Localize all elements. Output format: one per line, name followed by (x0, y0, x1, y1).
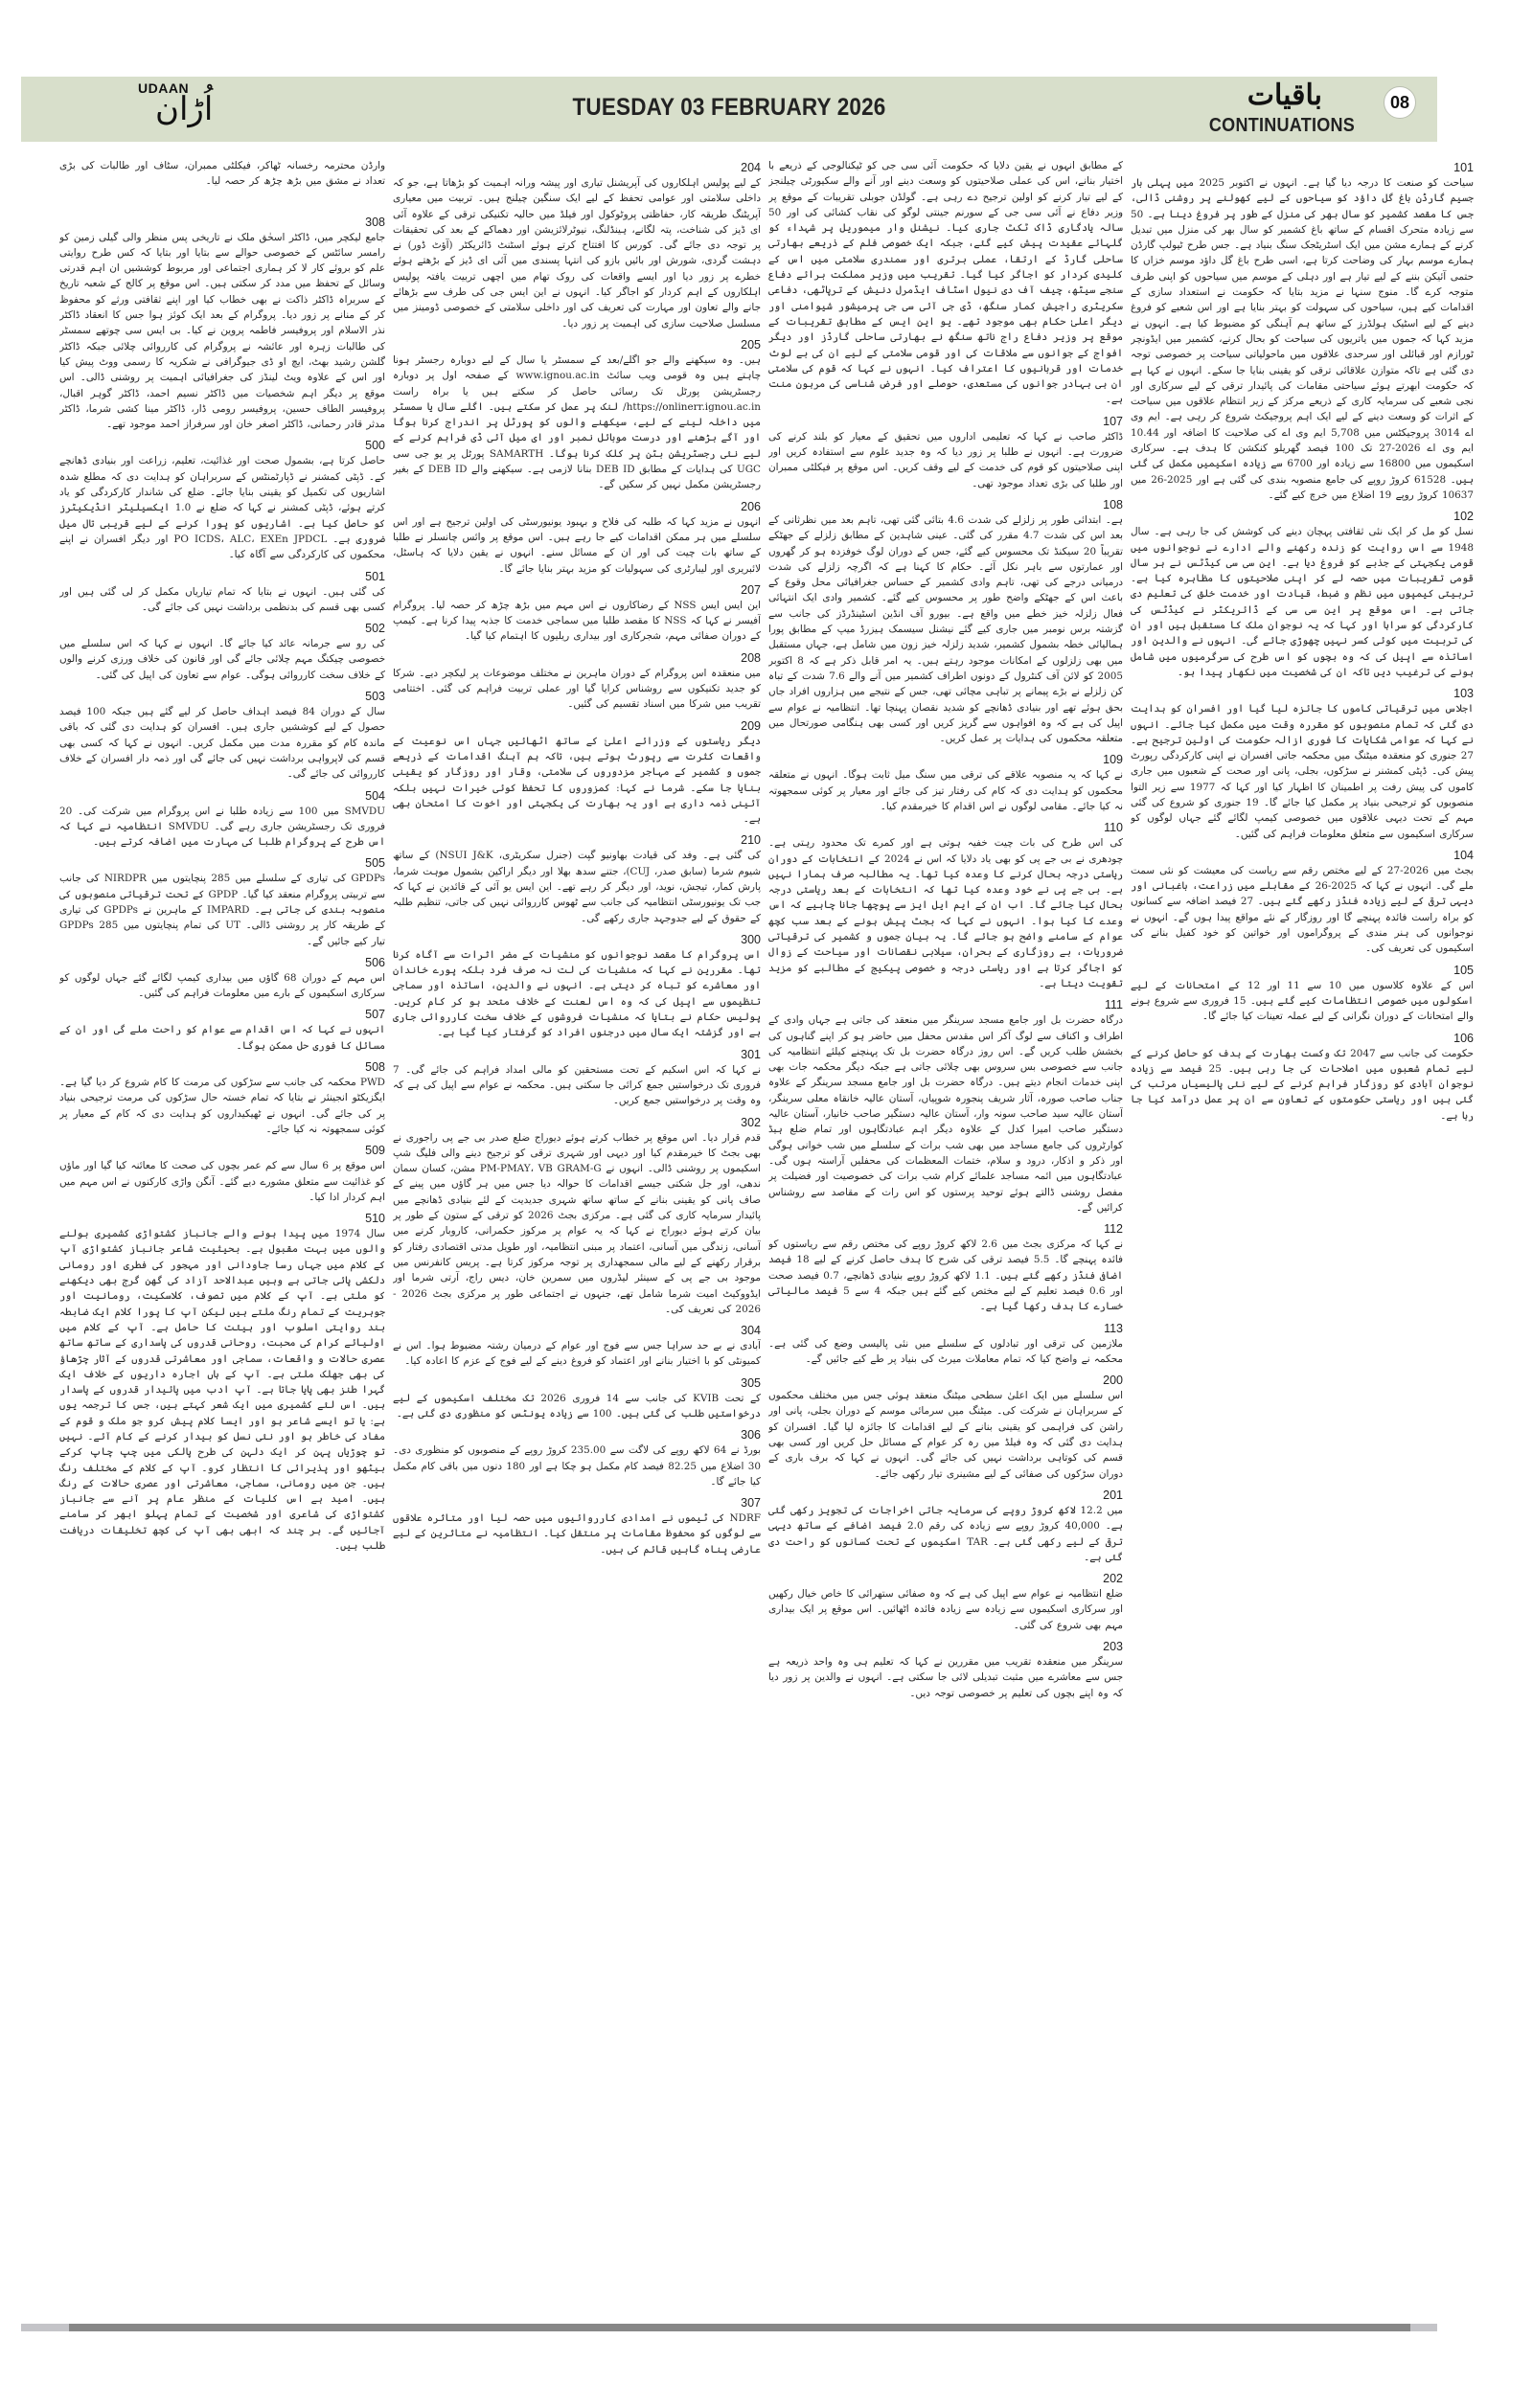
continuation-number: 304 (741, 1324, 761, 1338)
continuation-item (393, 582, 761, 645)
continuation-item (59, 1143, 385, 1205)
continuation-item (768, 752, 1123, 814)
continuation-text: کی گئی ہے۔ وفد کی قیادت بھاونیو گپت (جنرل سکریٹری، NSUI J&K) کے ساتھ شیوم شرما (سابق صدر، CUJ)، جتنے سدھ بھلا اور دیگر اراکین بشمول موہت شرما، پارش کمار، تیجش، نوید، اور دیگر کر رہے تھے۔ این ایس یو آئی کے قائدین نے کہا کہ جب تک یونیورسٹی انتظامیہ کی جانب سے ٹھوس کارروائی نہیں کی جاتی، تنظیم طلبہ کے حقوق کے لیے جدوجہد جاری رکھے گی۔ (393, 850, 761, 924)
continuation-text: نے کہا کہ مرکزی بجٹ میں 2.6 لاکھ کروڑ روپے کی مختص رقم سے ریاستوں کو فائدہ پہنچے گا۔ 5.5 فیصد ترقی کی شرح کا ہدف حاصل کرنے کے لیے 18 فیصد اضافی فنڈز رکھے گئے ہیں۔ 1.1 لاکھ کروڑ روپے بنیادی ڈھانچے، 0.7 فیصد صحت اور 0.6 فیصد تعلیم کے لیے مختص کیے گئے ہیں جبکہ 4 سے 5 فیصد مالیاتی خسارے کا ہدف رکھا گیا ہے۔ (768, 1238, 1123, 1313)
continuation-item (59, 438, 385, 562)
continuation-number: 103 (1453, 687, 1474, 701)
continuation-text: میں 12.2 لاکھ کروڑ روپے کی سرمایہ جاتی اخراجات کی تجویز رکھی گئی ہے۔ 40,000 کروڑ روپے سے زیادہ کی رقم 2.0 فیصد اضافے کے ساتھ دیہی ترقی کے لیے رکھی گئی ہے۔ TAR اسکیموں کے تحت کسانوں کو راحت دی گئی ہے۔ (768, 1504, 1123, 1563)
continuation-item (59, 621, 385, 683)
continuation-text: نسل کو مل کر ایک نئی ثقافتی پہچان دینے کی کوشش کی جا رہی ہے۔ سال 1948 سے اس روایت کو زندہ رکھنے والے ادارے نے نوجوانوں میں قومی یکجہتی کے جذبے کو فروغ دیا ہے۔ این سی سی کیڈٹس نے ہر سال قومی تقریبات میں حصہ لے کر اپنی صلاحیتوں کا مظاہرہ کیا ہے۔ تربیتی کیمپوں میں نظم و ضبط، قیادت اور خدمت خلق کی تعلیم دی جاتی ہے۔ اس موقع پر این سی سی کے ڈائریکٹر نے کیڈٹس کی کارکردگی کو سراہا اور کہا کہ یہ نوجوان ملک کا مستقبل ہیں اور ان کی تربیت میں کوئی کسر نہیں چھوڑی جائے گی۔ انہوں نے والدین اور اساتذہ سے اپیل کی کہ وہ بچوں کو اس طرح کی سرگرمیوں میں شامل ہونے کی ترغیب دیں تاکہ ان کی شخصیت میں نکھار پیدا ہو۔ (1131, 526, 1474, 678)
continuation-number: 205 (741, 337, 761, 352)
continuation-item (393, 832, 761, 925)
continuation-text: کے لیے پولیس اہلکاروں کی آپریشنل تیاری اور پیشہ ورانہ اہمیت کو بڑھاتا ہے، جو کہ داخلی سلامتی اور عوامی تحفظ کے لیے ایک سنگین چیلنج ہیں۔ تربیت میں معیاری آپریٹنگ طریقہ کار، حفاظتی پروٹوکول اور فیلڈ میں حالیہ تکنیکی ترقی کے علاوہ آئی ای ڈیز کی شناخت، پتہ لگانے، ہینڈلنگ، نیوٹرلائزیشن اور دھماکے کے بعد کی تحقیقات پر توجہ دی جائے گی۔ کورس کا افتتاح کرتے ہوئے اسٹنٹ ڈائریکٹر (آؤٹ ڈور) نے دہشت گردی، شورش اور بائیں بازو کی انتہا پسندی میں آئی ای ڈیز کے بڑھتے ہوئے خطرے پر زور دیا اور ایسے واقعات کی روک تھام میں اچھی تربیت یافتہ پولیس اہلکاروں کے اہم کردار کو اجاگر کیا۔ انہوں نے این ایس جی کی طرف سے بڑھائے جانے والے تعاون اور مہارت کی تعریف کی اور داخلی سلامتی کے خصوصی ڈومینز میں مسلسل صلاحیت سازی کی اہمیت پر زور دیا۔ (393, 177, 761, 329)
column-1 (1131, 158, 1474, 2294)
continuation-item (393, 1115, 761, 1318)
continuation-number: 104 (1453, 848, 1474, 862)
continuation-number: 206 (741, 499, 761, 513)
continuation-text: GPDPs کی تیاری کے سلسلے میں 285 پنچایتوں میں NIRDPR کی جانب سے تربیتی پروگرام منعقد کیا گیا۔ GPDP کے تحت ترقیاتی منصوبوں کی منصوبہ بندی کی جاتی ہے۔ IMPARD کے ماہرین نے GPDPs کی تیاری کے طریقہ کار پر روشنی ڈالی۔ UT کی تمام پنچایتوں میں 285 GPDPs تیار کیے جائیں گے۔ (59, 873, 385, 947)
continuation-number: 505 (365, 856, 385, 871)
continuation-item (59, 569, 385, 616)
continuation-item (59, 955, 385, 1002)
continuation-text: این ایس ایس NSS کے رضاکاروں نے اس مہم میں بڑھ چڑھ کر حصہ لیا۔ پروگرام آفیسر نے کہا کہ NSS کا مقصد طلبا میں سماجی خدمت کا جذبہ پیدا کرنا ہے۔ کیمپ کے دوران صفائی مہم، شجرکاری اور بیداری ریلیوں کا اہتمام کیا گیا۔ (393, 599, 761, 643)
section-title-english: CONTINUATIONS (1208, 115, 1355, 136)
continuation-item (1131, 848, 1474, 957)
continuation-number: 201 (1103, 1488, 1123, 1502)
continuation-text: بورڈ نے 64 لاکھ روپے کی لاگت سے 235.00 کروڑ روپے کے منصوبوں کو منظوری دی۔ 30 اضلاع میں 82.25 فیصد کام مکمل ہو چکا ہے اور 180 دنوں میں باقی کام مکمل کیا جائے گا۔ (393, 1444, 761, 1488)
section-title-urdu: باقیات (1247, 79, 1322, 112)
continuation-number: 500 (365, 439, 385, 453)
column-3 (393, 158, 761, 2294)
continuation-text: ملازمین کی ترقی اور تبادلوں کے سلسلے میں نئی پالیسی وضع کی گئی ہے۔ محکمہ نے واضح کیا کہ تمام معاملات میرٹ کی بنیاد پر طے کیے جائیں گے۔ (768, 1337, 1123, 1365)
continuation-number: 504 (365, 788, 385, 803)
continuation-text: SMVDU میں 100 سے زیادہ طلبا نے اس پروگرام میں شرکت کی۔ 20 فروری تک رجسٹریشن جاری رہے گی۔ SMVDU انتظامیہ نے کہا کہ اس طرح کے پروگرام طلبا کی مہارت میں اضافہ کرتے ہیں۔ (59, 805, 385, 849)
continuation-text: ضلع انتظامیہ نے عوام سے اپیل کی ہے کہ وہ صفائی ستھرائی کا خاص خیال رکھیں اور سرکاری اسکیموں سے زیادہ سے زیادہ فائدہ اٹھائیں۔ اس موقع پر ایک بیداری مہم بھی شروع کی گئی۔ (768, 1588, 1123, 1631)
continuation-text: کے تحت KVIB کی جانب سے 14 فروری 2026 تک مختلف اسکیموں کے لیے درخواستیں طلب کی گئی ہیں۔ 100 سے زیادہ یونٹس کو منظوری دی گئی ہے۔ (393, 1392, 761, 1420)
continuation-number: 503 (365, 690, 385, 704)
continuation-item (768, 1488, 1123, 1565)
continuation-item (59, 1059, 385, 1137)
continuation-item (393, 1047, 761, 1109)
masthead (21, 77, 1437, 142)
column-4 (59, 158, 385, 2294)
continuation-number: 113 (1104, 1321, 1123, 1335)
continuation-text: نے کہا کہ اس اسکیم کے تحت مستحقین کو مالی امداد فراہم کی جائے گی۔ 7 فروری تک درخواستیں جمع کرائی جا سکتی ہیں۔ محکمہ نے عوام سے اپیل کی ہے کہ وہ وقت پر درخواستیں جمع کریں۔ (393, 1063, 761, 1107)
continuation-number: 306 (741, 1428, 761, 1443)
continuation-number: 202 (1103, 1572, 1123, 1586)
continuation-text: کی رو سے جرمانہ عائد کیا جائے گا۔ انہوں نے کہا کہ اس سلسلے میں خصوصی چیکنگ مہم چلائی جائے گی اور قانون کی خلاف ورزی کرنے والوں کے خلاف سخت کارروائی ہوگی۔ عوام سے تعاون کی اپیل کی گئی۔ (59, 638, 385, 681)
continuation-number: 111 (1104, 998, 1123, 1012)
continuation-number: 507 (365, 1008, 385, 1022)
continuation-text: آبادی نے بے حد سراہا جس سے فوج اور عوام کے درمیان رشتہ مضبوط ہوا۔ اس نے کمیونٹی کو با اختیار بنانے اور اعتماد کو فروغ دینے کے لیے فوج کے عزم کا اعادہ کیا۔ (393, 1340, 761, 1368)
continuation-number: 506 (365, 955, 385, 969)
continuation-text: اجلاس میں ترقیاتی کاموں کا جائزہ لیا گیا اور افسران کو ہدایت دی گئی کہ تمام منصوبوں کو مقررہ وقت میں مکمل کیا جائے۔ انہوں نے کہا کہ عوامی شکایات کا فوری ازالہ حکومت کی اولین ترجیح ہے۔ 27 جنوری کو منعقدہ میٹنگ میں محکمہ جاتی افسران نے اپنی کارکردگی رپورٹ پیش کی۔ ڈپٹی کمشنر نے سڑکوں، بجلی، پانی اور صحت کے شعبوں میں جاری کاموں کی پیش رفت پر اطمینان کا اظہار کیا اور کہا کہ 1977 سے زیر التوا منصوبوں کو ترجیحی بنیاد پر مکمل کیا جائے گا۔ 19 جنوری کو شروع کی گئی مہم کے تحت دیہی علاقوں میں خصوصی کیمپ لگائے گئے جہاں لوگوں کو سرکاری اسکیموں سے متعلق معلومات فراہم کی گئیں۔ (1131, 703, 1474, 840)
continuation-text: اس پروگرام کا مقصد نوجوانوں کو منشیات کے مضر اثرات سے آگاہ کرنا تھا۔ مقررین نے کہا کہ منشیات کی لت نہ صرف فرد بلکہ پورے خاندان اور معاشرے کو تباہ کر دیتی ہے۔ انہوں نے والدین، اساتذہ اور سماجی تنظیموں سے اپیل کی کہ وہ اس لعنت کے خلاف متحد ہو کر کام کریں۔ پولیس حکام نے بتایا کہ منشیات فروشوں کے خلاف سخت کارروائی جاری ہے اور گزشتہ ایک سال میں درجنوں افراد کو گرفتار کیا گیا ہے۔ (393, 948, 761, 1039)
continuation-text: سرینگر میں منعقدہ تقریب میں مقررین نے کہا کہ تعلیم ہی وہ واحد ذریعہ ہے جس سے معاشرے میں مثبت تبدیلی لائی جا سکتی ہے۔ انہوں نے والدین پر زور دیا کہ وہ اپنے بچوں کی تعلیم پر خصوصی توجہ دیں۔ (768, 1656, 1123, 1699)
article-columns (59, 158, 1474, 2294)
continuation-text: انہوں نے مزید کہا کہ طلبہ کی فلاح و بہبود یونیورسٹی کی اولین ترجیح ہے اور اس سلسلے میں ہر ممکن اقدامات کیے جا رہے ہیں۔ اس موقع پر وائس چانسلر نے طلبا کے ساتھ بات چیت کی اور ان کے مسائل سنے۔ انہوں نے یقین دلایا کہ ہاسٹل، لائبریری اور لیبارٹری کی سہولیات کو مزید بہتر بنایا جائے گا۔ (393, 515, 761, 575)
continuation-item (1131, 963, 1474, 1025)
continuation-text: سیاحت کو صنعت کا درجہ دیا گیا ہے۔ انہوں نے اکتوبر 2025 میں پہلی بار جسیم گارڈن باغ گل داؤد کو سیاحوں کے لیے کھولنے پر روشنی ڈالی، جس کا مقصد کشمیر کو سال بھر کی منزل کے طور پر فروغ دینا ہے۔ 50 سے زیادہ متحرک اقسام کے ساتھ باغ کشمیر کو سال بھر کی منزل میں تبدیل کرنے کے ہمارے مشن میں ایک اسٹریٹجک سنگ بنیاد ہے۔ جس طرح ٹیولپ گارڈن ہمارے موسم بہار کی وضاحت کرتا ہے، اسی طرح باغ گل داؤد موسم خزاں کا حتمی آئیکن بننے کے لیے تیار ہے اور دہلی کے موسم میں سیاحوں کو اپنی طرف متوجہ کرے گا۔ منوج سنہا نے مزید بتایا کہ حکومت نے استعداد سازی کے اقدامات کیے ہیں، سیاحوں کی سہولت کو بہتر بنایا ہے اور اس شعبے کو فروغ دینے کے لیے اسٹیک ہولڈرز کے ساتھ ہم آہنگی کو مضبوط کیا ہے۔ انہوں نے مزید کہا کہ جموں میں یاتریوں کی سیاحت کو بحال کرنے، کشمیر میں ایڈونچر ٹورازم اور قبائلی اور سرحدی علاقوں میں ماحولیاتی سیاحت پر خصوصی توجہ دی گئی ہے تاکہ متوازن علاقائی ترقی کو یقینی بنایا جا سکے۔ انہوں نے کہا ہے کہ حکومت ابھرتے ہوئے سیاحتی مقامات کی پائیدار ترقی کے لیے سرکاری اور نجی شعبے کی سرمایہ کاری کے ذریعے مرکز کے زیر انتظام علاقوں میں سیاحت کے اثرات کو وسعت دینے کے لیے ایک اہم پروجیکٹ شروع کر رہی ہے۔ ایم وی اے 3014 پروجیکٹس میں 5,708 ایم وی اے کی صلاحیت کا اضافہ اور 10.44 ایم وی اے 2026-27 تک 100 فیصد گھریلو کنکشن کا ہدف ہے۔ سرکاری اسکیموں میں 16800 سے زیادہ اور 6700 سے زیادہ اسکیمیں مکمل کی گئی ہیں۔ 61528 کروڑ روپے کی جامع منصوبہ بندی کی گئی ہے اور 2025-26 میں 10637 کروڑ روپے 19 اضلاع میں خرچ کیے گئے۔ (1131, 177, 1474, 501)
continuation-number: 207 (741, 582, 761, 597)
continuation-item (768, 820, 1123, 991)
continuation-item (393, 650, 761, 713)
continuation-text: جامع لیکچر میں، ڈاکٹر اسحٰق ملک نے تاریخی پس منظر والی گیلی زمین کو رامسر سائٹس کے خصوصی حوالے سے بتایا اور بتایا کہ کس طرح روایتی علم کو بروئے کار لا کر ہماری اجتماعی اور مربوط کوششیں ان اہم قدرتی وسائل کے تحفظ میں مدد کر سکتی ہیں۔ اس موقع پر کالج کے شعبہ تاریخ کے سربراہ ڈاکٹر ذاکت نے بھی خطاب کیا اور اپنے ثقافتی ورثے کو محفوظ کر کے منانے پر زور دیا۔ پروگرام کے بعد ایک کوئز ہوا جس کا انعقاد ڈاکٹر نذر الاسلام اور پروفیسر فاطمہ پروین نے کیا۔ بی ایس سی چوتھے سمسٹر کی طالبات زہرہ اور عائشہ نے پروگرام کی کارروائی چلائی جبکہ ڈاکٹر گلشن رشید بھٹ، ایچ او ڈی جیوگرافی نے شکریہ کا رسمی ووٹ پیش کیا اور اس کے علاوہ ویٹ لینڈز کی جغرافیائی اہمیت پر روشنی ڈالی۔ اس موقع پر دیگر اہم شخصیات میں ڈاکٹر نسیم احمد، ڈاکٹر گوہر اقبال، پروفیسر الطاف حسین، پروفیسر رومی ڈار، ڈاکٹر مینا کشی شرما، ڈاکٹر مدثر قادر رحمانی، ڈاکٹر اصغر خان اور سرفراز احمد موجود تھے۔ (59, 231, 385, 431)
continuation-item (393, 337, 761, 493)
continuation-number: 510 (365, 1212, 385, 1226)
brand-name-urdu: اُڑان (155, 90, 214, 128)
continuation-text: سال کے دوران 84 فیصد اہداف حاصل کر لیے گئے ہیں جبکہ 100 فیصد حصول کے لیے کوششیں جاری ہیں۔ افسران کو ہدایت دی گئی کہ باقی ماندہ کام کو مقررہ مدت میں مکمل کریں۔ انہوں نے کہا کہ کسی بھی قسم کی لاپرواہی برداشت نہیں کی جائے گی اور ذمہ دار افسران کے خلاف کارروائی کی جائے گی۔ (59, 706, 385, 781)
issue-date: TUESDAY 03 FEBRUARY 2026 (572, 94, 886, 121)
continuation-item (393, 1375, 761, 1422)
continuation-item (768, 158, 1123, 408)
continuation-item (393, 718, 761, 828)
continuation-text: دیگر ریاستوں کے وزرائے اعلیٰ کے ساتھ اٹھائیں جہاں اس نوعیت کے واقعات کثرت سے رپورٹ ہوتے ہیں، تاکہ ہم آہنگ اقدامات کے ذریعے جموں و کشمیر کے مہاجر مزدوروں کی سلامتی، وقار اور روزگار کو یقینی بنایا جا سکے۔ شرما نے کہا: کمزوروں کا تحفظ کوئی خیرات نہیں بلکہ آئینی ذمہ داری ہے اور یہ بھارت کی یکجہتی اور اخوت کا امتحان بھی ہے۔ (393, 735, 761, 826)
continuation-text: کی اس طرح کی بات چیت خفیہ ہوتی ہے اور کمرے تک محدود رہتی ہے۔ چودھری نے بی جے پی کو بھی یاد دلایا کہ اس نے 2024 کے انتخابات کے دوران ریاستی درجہ بحال کرنے کا وعدہ کیا تھا۔ یہ مطالبہ صرف ہمارا نہیں ہے۔ بی جے پی نے خود وعدہ کیا تھا کہ انتخابات کے بعد ریاستی درجہ بحال کیا جائے گا۔ اب ان کے ایم ایل ایز سے پوچھا جانا چاہیے کہ اس وعدے کا کیا ہوا۔ انہوں نے کہا کہ بجٹ پیش ہونے کے بعد سب کچھ عوام کے سامنے واضح ہو جائے گا۔ یہ بیان جموں و کشمیر کی ترقیاتی ضروریات، بے روزگاری کے بحران، سیلابی نقصانات اور سیاحت کے زوال کو اجاگر کرتا ہے اور ریاستی درجہ و خصوصی پیکیج کے مطالبے کو مزید تقویت دیتا ہے۔ (768, 837, 1123, 989)
continuation-number: 508 (365, 1060, 385, 1075)
continuation-text: ڈاکٹر صاحب نے کہا کہ تعلیمی اداروں میں تحقیق کے معیار کو بلند کرنے کی ضرورت ہے۔ انہوں نے طلبا پر زور دیا کہ وہ جدید علوم سے استفادہ کریں اور اپنی صلاحیتوں کو قوم کی خدمت کے لیے وقف کریں۔ اس موقع پر فیکلٹی ممبران اور طلبا کی بڑی تعداد موجود تھی۔ (768, 430, 1123, 489)
continuation-item (393, 1323, 761, 1370)
continuation-text: PWD محکمہ کی جانب سے سڑکوں کی مرمت کا کام شروع کر دیا گیا ہے۔ ایگزیکٹو انجینئر نے بتایا کہ تمام خستہ حال سڑکوں کی مرمت ترجیحی بنیاد پر کی جائے گی۔ انہوں نے ٹھیکیداروں کو ہدایت دی کہ کام کے معیار پر کوئی سمجھوتہ نہ کیا جائے۔ (59, 1077, 385, 1135)
continuation-number: 106 (1453, 1031, 1474, 1045)
continuation-number: 102 (1453, 510, 1474, 524)
continuation-text: میں منعقدہ اس پروگرام کے دوران ماہرین نے مختلف موضوعات پر لیکچر دیے۔ شرکا کو جدید تکنیکوں سے روشناس کرایا گیا اور عملی تربیت فراہم کی گئی۔ اختتامی تقریب میں شرکا میں اسناد تقسیم کی گئیں۔ (393, 667, 761, 711)
continuation-number: 501 (365, 569, 385, 583)
continuation-text: اس مہم کے دوران 68 گاؤں میں بیداری کیمپ لگائے گئے جہاں لوگوں کو سرکاری اسکیموں کے بارے میں معلومات فراہم کی گئیں۔ (59, 971, 385, 1000)
continuation-item (393, 1495, 761, 1557)
continuation-text: حاصل کرتا ہے، بشمول صحت اور غذائیت، تعلیم، زراعت اور بنیادی ڈھانچے کے۔ ڈپٹی کمشنر نے ڈپارٹمنٹس کے سربراہان کو ہدایت دی کہ مطلع شدہ اشاریوں کی تکمیل کو یقینی بنایا جائے۔ ضلع کی شاندار کارکردگی کو یاد کرتے ہوئے، ڈپٹی کمشنر نے کہا کہ ضلع نے 1.0 ایکسیلیٹر انڈیکیٹرز کو حاصل کیا ہے۔ اشاریوں کو پورا کرنے کے لیے قریبی تال میل ضروری ہے۔ PO ICDS، ALC، EXEn JPDCL اور دیگر افسران نے اپنے محکموں کی کارکردگی سے آگاہ کیا۔ (59, 455, 385, 561)
continuation-item (768, 1221, 1123, 1314)
continuation-item (768, 1639, 1123, 1701)
continuation-text: درگاہ حضرت بل اور جامع مسجد سرینگر میں منعقد کی جاتی ہے جہاں وادی کے اطراف و اکناف سے لوگ آکر اس مقدس محفل میں حاضر ہو کر اپنے گناہوں کی بخشش طلب کریں گے۔ اس روز درگاہ حضرت بل تک پہنچنے کیلئے انتظامیہ کی جانب سے خصوصی بس سروس بھی چلائی جاتی ہے جبکہ دیگر محکمہ جات بھی اپنی خدمات انجام دیتے ہیں۔ درگاہ حضرت بل اور جامع مسجد سرینگر کے علاوہ جناب صاحب صورہ، آثار شریف پنجورہ شوپیاں، آستان عالیہ خانقاہ معلی سرینگر، آستان عالیہ سید صاحب سونہ وار، آستان عالیہ دستگیر صاحب خانیار، آستان عالیہ دستگیر صاحب امیرا کدل کے علاوہ دیگر اہم عبادتگاہوں اور تمام ضلع ہیڈ کوارٹروں کی جامع مساجد میں بھی شب برات کے سلسلے میں شب خوانی ہوگی اور ذکر و اذکار، درود و سلام، ختمات المعظمات کی محفلیں آراستہ ہوں گی۔ عبادتگاہوں میں ائمہ مساجد علمائے کرام شب برات کی خصوصیت اور فضیلت پر مفصل روشنی ڈالتے ہوئے توحید پرستوں کو اس رات کے مقاصد سے روشناس کرائیں گے۔ (768, 1014, 1123, 1214)
continuation-item (393, 160, 761, 331)
footer-rule-inner (69, 2324, 1410, 2331)
continuation-number: 109 (1103, 753, 1123, 767)
continuation-number: 107 (1103, 414, 1123, 428)
continuation-number: 112 (1104, 1222, 1123, 1237)
continuation-text: ہے۔ ابتدائی طور پر زلزلے کی شدت 4.6 بتائی گئی تھی، تاہم بعد میں نظرثانی کے بعد اس کی شدت 4.7 مقرر کی گئی۔ عینی شاہدین کے مطابق زلزلے کے جھٹکے تقریباً 20 سیکنڈ تک محسوس کیے گئے، جس کے دوران لوگ خوفزدہ ہو کر گھروں اور عمارتوں سے باہر نکل آئے۔ حکام کا کہنا ہے کہ اگرچہ زلزلے کی شدت درمیانی درجے کی تھی، تاہم وادی کشمیر کے حساس جغرافیائی محل وقوع کے باعث اس کے جھٹکے واضح طور پر محسوس کیے گئے۔ کشمیر وادی ایک انتہائی فعال زلزلہ خیز خطے میں واقع ہے۔ بیورو آف انڈین اسٹینڈرڈز کی جانب سے گزشتہ برس نومبر میں جاری کیے گئے نیشنل سیسمک ہیزرڈ میپ کے مطابق پورا ہمالیائی خطہ بشمول کشمیر، شدید زلزلہ خیز زون میں شامل ہے، جہاں مستقبل میں بھی زلزلوں کے امکانات موجود رہتے ہیں۔ یہ امر قابل ذکر ہے کہ 8 اکتوبر 2005 کو لائن آف کنٹرول کے دونوں اطراف کشمیر میں آنے والے 7.6 شدت کے تباہ کن زلزلے نے بڑے پیمانے پر تباہی مچائی تھی، جس کے نتیجے میں ہزاروں افراد جاں بحق ہوئے تھے اور بنیادی ڈھانچے کو شدید نقصان پہنچا تھا۔ انتظامیہ نے عوام سے اپیل کی ہے کہ وہ افواہوں سے گریز کریں اور کسی بھی ہنگامی صورتحال میں متعلقہ محکموں کی ہدایات پر عمل کریں۔ (768, 513, 1123, 745)
continuation-item (59, 1211, 385, 1554)
continuation-item (768, 1373, 1123, 1482)
brand-name-english: UDAAN (138, 80, 190, 96)
continuation-text: NDRF کی ٹیموں نے امدادی کارروائیوں میں حصہ لیا اور متاثرہ علاقوں سے لوگوں کو محفوظ مقامات پر منتقل کیا۔ انتظامیہ نے متاثرین کے لیے عارضی پناہ گاہیں قائم کی ہیں۔ (393, 1512, 761, 1556)
continuation-item (59, 1007, 385, 1054)
continuation-item (1131, 686, 1474, 842)
column-2 (768, 158, 1123, 2294)
continuation-text: وارڈن محترمہ رخسانہ ٹھاکر، فیکلٹی ممبران، سٹاف اور طالبات کی بڑی تعداد نے مشق میں بڑھ چڑھ کر حصہ لیا۔ (59, 160, 385, 188)
continuation-number: 203 (1103, 1640, 1123, 1654)
continuation-text: انہوں نے کہا کہ اس اقدام سے عوام کو راحت ملے گی اور ان کے مسائل کا فوری حل ممکن ہوگا۔ (59, 1024, 385, 1052)
continuation-item (393, 499, 761, 577)
continuation-text: کی گئی ہیں۔ انہوں نے بتایا کہ تمام تیاریاں مکمل کر لی گئی ہیں اور کسی بھی قسم کی بدنظمی برداشت نہیں کی جائے گی۔ (59, 585, 385, 613)
continuation-text: نے کہا کہ یہ منصوبہ علاقے کی ترقی میں سنگ میل ثابت ہوگا۔ انہوں نے متعلقہ محکموں کو ہدایت دی کہ کام کی رفتار تیز کی جائے اور معیار پر کوئی سمجھوتہ نہ کیا جائے۔ مقامی لوگوں نے اس اقدام کا خیرمقدم کیا۔ (768, 769, 1123, 812)
continuation-number: 101 (1453, 161, 1474, 174)
continuation-text: کے مطابق انہوں نے یقین دلایا کہ حکومت آئی سی جی کو ٹیکنالوجی کے ذریعے با اختیار بنانے، اس کی عملی صلاحیتوں کو وسعت دینے اور آنے والے سکیورٹی چیلنجز کے لیے تیار کرنے کو اولین ترجیح دے رہی ہے۔ گولڈن جوبلی تقریبات کے موقع پر وزیر دفاع نے آئی سی جی کے سورنم جینتی لوگو کی نقاب کشائی کی اور 50 سالہ یادگاری ڈاک ٹکٹ جاری کیا۔ نیشنل وار میموریل پر شہداء کو گلہائے عقیدت پیش کیے گئے، جبکہ ایک خصوصی فلم کے ذریعے بھارتی ساحلی گارڈ کے ارتقا، عملی برتری اور سمندری سلامتی میں اس کے کلیدی کردار کو اجاگر کیا گیا۔ تقریب میں وزیر مملکت برائے دفاع سنجے سیٹھ، چیف آف دی نیول اسٹاف ایڈمرل دنیش کے ترپاٹھی، دفاعی سکریٹری راجیش کمار سنگھ، ڈی جی آئی سی جی پرمیشور شیوامنی اور دیگر اعلیٰ حکام بھی موجود تھے۔ یو این ایس کے مطابق تقریبات کے موقع پر وزیر دفاع راج ناتھ سنگھ نے بھارتی ساحلی گارڈز اور دیگر افواج کے جوانوں سے ملاقات کی اور قومی سلامتی کے لیے ان کی بے لوث خدمات اور قربانیوں کا اعتراف کیا۔ انہوں نے کہا کہ قوم کی سلامتی ان ہی بہادر جوانوں کی مستعدی، حوصلے اور فرض شناسی کی مرہون منت ہے۔ (768, 160, 1123, 406)
continuation-item (393, 932, 761, 1041)
footer-rule (21, 2324, 1437, 2331)
continuation-number: 300 (741, 932, 761, 946)
continuation-text: اس کے علاوہ کلاسوں میں 10 سے 11 اور 12 کے امتحانات کے لیے اسکولوں میں خصوصی انتظامات کیے گئے ہیں۔ 15 فروری سے شروع ہونے والے امتحانات کے دوران نگرانی کے لیے عملہ تعینات کیا جائے گا۔ (1131, 979, 1474, 1023)
continuation-number: 208 (741, 650, 761, 665)
continuation-item (768, 1321, 1123, 1368)
continuation-item (59, 788, 385, 851)
continuation-number: 301 (741, 1047, 761, 1061)
continuation-item (768, 997, 1123, 1215)
continuation-number: 210 (741, 833, 761, 848)
continuation-number: 209 (741, 718, 761, 733)
continuation-text: اس موقع پر 6 سال سے کم عمر بچوں کی صحت کا معائنہ کیا گیا اور ماؤں کو غذائیت سے متعلق مشورے دیے گئے۔ آنگن واڑی کارکنوں نے اس مہم میں اہم کردار ادا کیا۔ (59, 1160, 385, 1203)
continuation-number: 307 (741, 1496, 761, 1511)
continuation-number: 200 (1103, 1374, 1123, 1388)
continuation-text: حکومت کی جانب سے 2047 تک وکست بھارت کے ہدف کو حاصل کرنے کے لیے تمام شعبوں میں اصلاحات کی جا رہی ہیں۔ 25 فیصد سے زیادہ نوجوان آبادی کو روزگار فراہم کرنے کے لیے نئی پالیسیاں مرتب کی گئی ہیں اور ریاستی حکومتوں کے تعاون سے ان پر عمل درآمد کیا جا رہا ہے۔ (1131, 1047, 1474, 1122)
continuation-item (768, 414, 1123, 491)
continuation-item (59, 215, 385, 433)
continuation-number: 308 (365, 215, 385, 229)
page-number-badge: 08 (1384, 86, 1416, 119)
continuation-item (393, 1427, 761, 1489)
continuation-item (59, 855, 385, 948)
continuation-number: 108 (1103, 497, 1123, 511)
continuation-item (768, 497, 1123, 746)
continuation-item (59, 689, 385, 782)
continuation-text: سال 1974 میں پیدا ہونے والے جانباز کشتواڑی کشمیری بولنے والوں میں بہت مقبول ہے۔ بحیثیت شاعر جانباز کشتواڑی آپ کے کلام میں جہاں رسا جاودانی اور مہجور کی فطری اور رومانی دلکشی پائی جاتی ہے وہیں عبدالاحد آزاد کی گھن گرج بھی دیکھنے کو ملتی ہے۔ آپ کے کلام میں تصوف، کلاسکیت، رومانیت اور جوہریت کے تمام رنگ ملتے ہیں لیکن آپ کا پورا کلام ایک ضابطہ بند روایتی اسلوب اور ہیئت کا حامل ہے۔ آپ کے کلام میں اولیائے کرام کی محبت، روحانی قدروں کی پاسداری کے ساتھ ساتھ عصری حالات و واقعات، سماجی اور معاشرتی قدروں کے آثار چڑھاؤ کی بھی جھلک ملتی ہے۔ آپ کے ہاں اجارہ داریوں کے خلاف ایک گہرا طنز بھی پایا جاتا ہے۔ آپ ادب میں پائیدار قدروں کے پاسدار ہیں۔ اس لئے کشمیری میں ایک شعر کہتے ہیں، جس کا ترجمہ یوں ہے: یا تو ایسے شاعر ہو اور ایسا کلام پیش کرو جو ملک و قوم کے مفاد کی خاطر ہو اور نئی نسل کو بیدار کرنے کے کام آئے۔ نہیں تو چوڑیاں پہن کر ایک دلہن کی طرح پالکی میں چپ چاپ کرکے بیٹھو اور پذیرائی کا انتظار کرو۔ آپ کے کلام کے مختلف رنگ ہیں۔ جن میں رومانی، سماجی، معاشرتی اور عصری حالات کے رنگ ہیں۔ امید ہے اس کلیات کے منظر عام پر آنے سے جانباز کشتواڑی کی شاعری اور شخصیت کے تمام پہلو ابھر کر سامنے آجائیں گے۔ ہر چند کہ ابھی بھی آپ کی کچھ تخلیقات دریافت طلب ہیں۔ (59, 1228, 385, 1553)
continuation-text: ہیں۔ وہ سیکھنے والے جو اگلے/بعد کے سمسٹر یا سال کے لیے دوبارہ رجسٹر ہونا چاہتے ہیں وہ قومی ویب سائٹ www.ignou.ac.in کے صفحہ اول پر دوبارہ رجسٹریشن پورٹل تک رسائی حاصل کر سکتے ہیں یا براہ راست https://onlinerr.ignou.ac.in/ لنک پر عمل کر سکتے ہیں۔ اگلے سال یا سمسٹر میں داخلہ لینے کے لیے، سیکھنے والوں کو پورٹل پر اندراج کرنا ہوگا اور آگے بڑھنے اور درست موبائل نمبر اور ای میل آئی ڈی فراہم کرنے کے لیے نئی رجسٹریشن بٹن پر کلک کرنا ہوگا۔ SAMARTH پورٹل پر یو جی سی UGC کی ہدایات کے مطابق DEB ID بنانا لازمی ہے۔ سیکھنے والے DEB ID کے بغیر رجسٹریشن مکمل نہیں کر سکیں گے۔ (393, 353, 761, 491)
continuation-number: 509 (365, 1144, 385, 1158)
continuation-number: 302 (741, 1115, 761, 1129)
continuation-number: 110 (1104, 821, 1123, 835)
continuation-text: اس سلسلے میں ایک اعلیٰ سطحی میٹنگ منعقد ہوئی جس میں مختلف محکموں کے سربراہان نے شرکت کی۔ میٹنگ میں سرمائی موسم کے دوران بجلی، پانی اور راشن کی فراہمی کو یقینی بنانے کے لیے اقدامات کا جائزہ لیا گیا۔ افسران کو ہدایت دی گئی کہ وہ فیلڈ میں رہ کر عوام کے مسائل حل کریں اور کسی بھی قسم کی کوتاہی برداشت نہیں کی جائے گی۔ انہوں نے کہا کہ برف باری کے دوران سڑکوں کی صفائی کے لیے مشینری تیار رکھی جائے۔ (768, 1390, 1123, 1480)
continuation-number: 204 (741, 161, 761, 174)
continuation-item (1131, 1031, 1474, 1124)
continuation-number: 105 (1453, 963, 1474, 977)
continuation-item (1131, 509, 1474, 680)
continuation-item (768, 1571, 1123, 1633)
continuation-item (1131, 160, 1474, 503)
continuation-text: قدم قرار دیا۔ اس موقع پر خطاب کرتے ہوئے دیوراج ضلع صدر بی جے پی راجوری نے بھی بجٹ کا خیرمقدم کیا اور دیہی اور شہری ترقی کو ترجیح دینے والی فلیگ شپ اسکیموں پر روشنی ڈالی۔ انہوں نے PM-PMAY، VB GRAM-G مشن، کسان سمان ندھی، اور جل شکتی جیسے اقدامات کا حوالہ دیا جس میں ہر گاؤں میں پینے کے صاف پانی کو یقینی بنانے کے ساتھ ساتھ شہری جدیدیت کے لئے بنیادی ڈھانچے میں پائیدار سرمایہ کاری کی گئی ہے۔ مرکزی بجٹ 2026 کو ترقی کے ستون کے طور پر بیان کرتے ہوئے دیوراج نے کہا کہ یہ عوام پر مرکوز حکمرانی، کاروبار کرنے میں آسانی، زندگی میں آسانی، اعتماد پر مبنی انتظامیہ، اور طویل مدتی اقتصادی رفتار کو برقرار رکھنے کے لیے مالی سمجھداری پر توجہ مرکوز کرتا ہے۔ پریس کانفرنس میں موجود بی جے پی کے سینئر لیڈروں میں سمرین خان، دیس راج، آرتی شرما اور ایڈووکیٹ امیت شرما شامل تھے، جنہوں نے اجتماعی طور پر مرکزی بجٹ 2026 - 2026 کی تعریف کی۔ (393, 1131, 761, 1315)
continuation-number: 502 (365, 622, 385, 636)
continuation-number: 305 (741, 1375, 761, 1390)
continuation-text: بجٹ میں 2026-27 کے لیے مختص رقم سے ریاست کی معیشت کو نئی سمت ملے گی۔ انہوں نے کہا کہ 2025-26 کے مقابلے میں زراعت، باغبانی اور دیہی ترقی کے لیے زیادہ فنڈز رکھے گئے ہیں۔ 27 فیصد اضافہ سے کسانوں کو براہ راست فائدہ پہنچے گا اور روزگار کے نئے مواقع پیدا ہوں گے۔ انہوں نے نوجوانوں کی ہنر مندی کے پروگراموں اور خواتین کو خود کفیل بنانے کی اسکیموں کی تعریف کی۔ (1131, 864, 1474, 955)
continuation-item (59, 158, 385, 190)
